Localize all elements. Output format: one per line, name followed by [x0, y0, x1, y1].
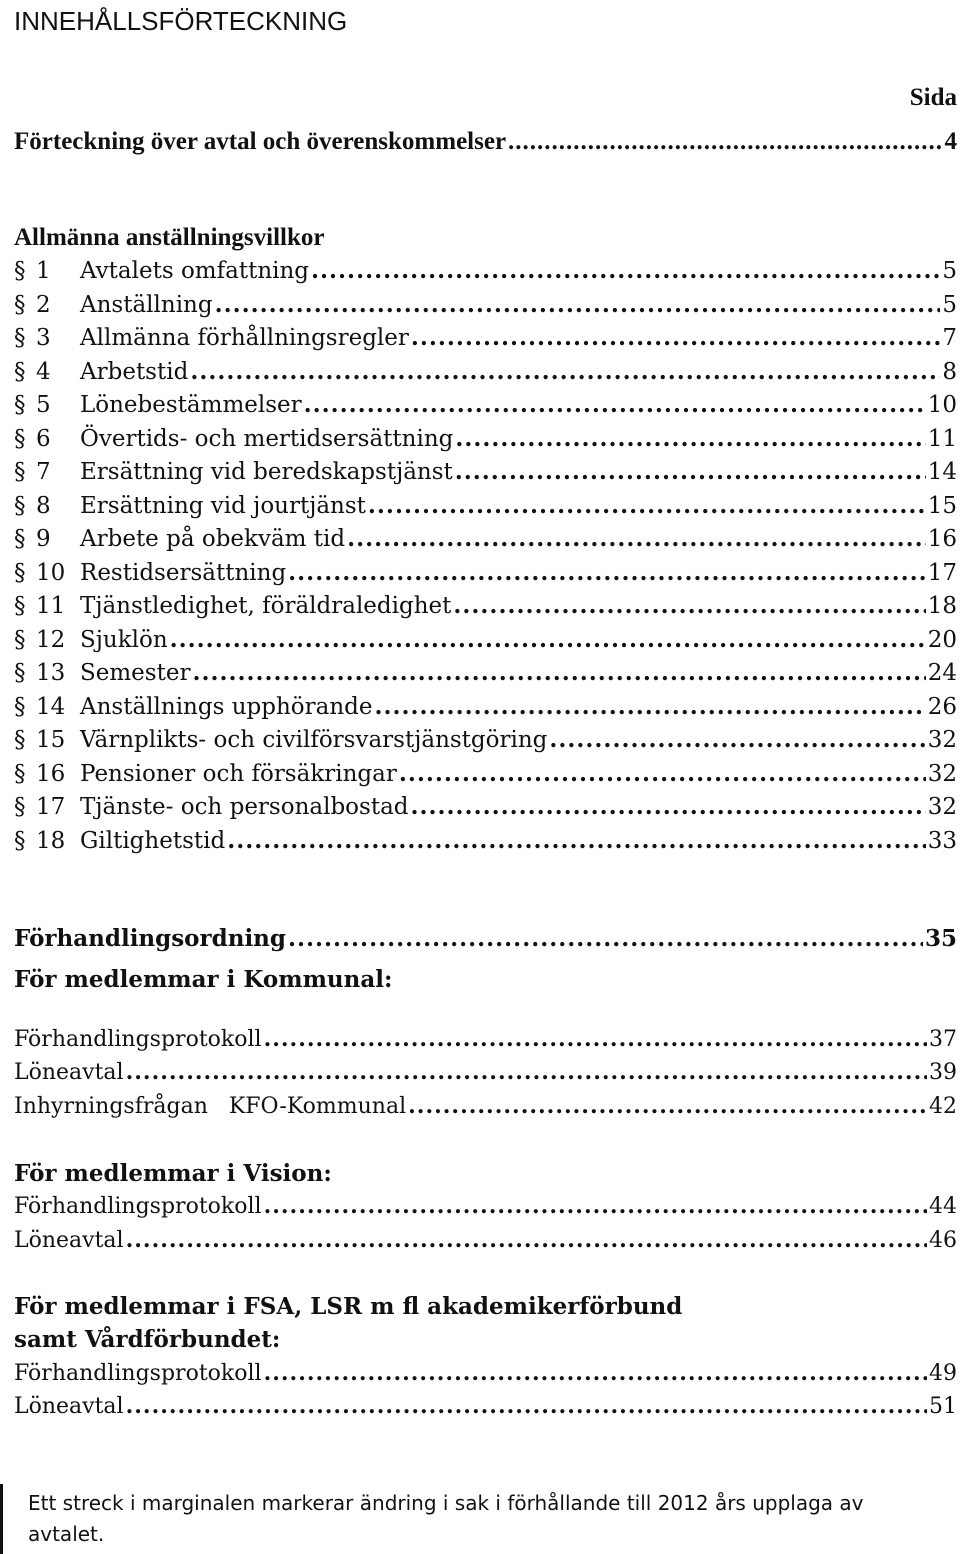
- leader-dots: [126, 1059, 927, 1085]
- toc-entry-vision-protocol[interactable]: [14, 1193, 957, 1223]
- section-page: 14: [927, 459, 957, 485]
- leader-dots: [549, 726, 925, 753]
- leader-dots: [311, 257, 940, 284]
- paragraph-symbol: §: [14, 325, 26, 351]
- paragraph-symbol: §: [14, 794, 26, 820]
- leader-dots: [126, 1227, 927, 1253]
- section-page: 20: [927, 626, 957, 653]
- toc-section-14[interactable]: [14, 693, 957, 723]
- toc-section-1[interactable]: [14, 257, 957, 287]
- section-page: 32: [927, 794, 957, 820]
- section-label: Pensioner och försäkringar: [80, 760, 397, 787]
- toc-entry-page: 4: [944, 128, 957, 155]
- toc-entry-kommunal-hiring[interactable]: [14, 1093, 957, 1123]
- group-heading-vision: För medlemmar i Vision:: [14, 1160, 332, 1187]
- paragraph-symbol: §: [14, 827, 26, 854]
- footnote: Ett streck i marginalen markerar ändring i sak i förhållande till 2012 års upplaga av avtalet.: [28, 1491, 864, 1546]
- group-heading-kommunal: För medlemmar i Kommunal:: [14, 966, 393, 993]
- section-number: 3: [36, 325, 51, 351]
- toc-section-6[interactable]: [14, 425, 957, 455]
- toc-section-17[interactable]: [14, 793, 957, 823]
- paragraph-symbol: §: [14, 358, 26, 385]
- section-page: 11: [927, 425, 957, 452]
- toc-entry-academics-protocol[interactable]: [14, 1360, 957, 1390]
- section-label: Tjänste- och personalbostad: [80, 794, 409, 820]
- leader-dots: [304, 391, 926, 418]
- section-number: 11: [36, 593, 66, 619]
- leader-dots: [368, 492, 926, 519]
- section-label: Giltighetstid: [80, 827, 226, 854]
- section-label: Allmänna förhållningsregler: [80, 325, 409, 351]
- section-label: Ersättning vid jourtjänst: [80, 492, 366, 519]
- paragraph-symbol: §: [14, 660, 26, 686]
- section-page: 17: [927, 559, 957, 586]
- leader-dots: [264, 1026, 927, 1052]
- section-number: 1: [36, 258, 51, 284]
- toc-entry-label: Löneavtal: [14, 1228, 124, 1253]
- leader-dots: [411, 324, 940, 351]
- toc-section-5[interactable]: [14, 391, 957, 421]
- page-title: INNEHÅLLSFÖRTECKNING: [14, 6, 348, 36]
- section-label: Tjänstledighet, föräldraledighet: [80, 593, 452, 619]
- toc-entry-label: Löneavtal: [14, 1060, 124, 1085]
- section-number: 16: [36, 760, 66, 787]
- section-number: 14: [36, 693, 66, 720]
- toc-entry-vision-wage[interactable]: [14, 1227, 957, 1257]
- toc-section-16[interactable]: [14, 760, 957, 790]
- toc-section-4[interactable]: [14, 358, 957, 388]
- paragraph-symbol: §: [14, 693, 26, 720]
- section-number: 5: [36, 392, 51, 418]
- section-number: 6: [36, 425, 51, 452]
- section-heading: Allmänna anställningsvillkor: [14, 224, 325, 251]
- toc-entry-page: 49: [929, 1361, 957, 1386]
- toc-entry-agreements[interactable]: [14, 128, 957, 158]
- toc-entry-label: Inhyrningsfrågan KFO-Kommunal: [14, 1094, 407, 1119]
- section-page: 16: [927, 526, 957, 552]
- section-page: 10: [927, 392, 957, 418]
- leader-dots: [227, 827, 926, 854]
- toc-entry-kommunal-wage[interactable]: [14, 1059, 957, 1089]
- leader-dots: [453, 592, 925, 619]
- toc-section-7[interactable]: [14, 458, 957, 488]
- section-label: Arbete på obekväm tid: [80, 526, 346, 552]
- section-number: 17: [36, 794, 66, 820]
- paragraph-symbol: §: [14, 459, 26, 485]
- leader-dots: [508, 128, 942, 156]
- section-label: Anställnings upphörande: [80, 693, 373, 720]
- leader-dots: [288, 559, 926, 586]
- section-page: 15: [927, 492, 957, 519]
- section-label: Lönebestämmelser: [80, 392, 302, 418]
- section-page: 18: [927, 593, 957, 619]
- leader-dots: [411, 793, 926, 820]
- toc-entry-label: Förhandlingsordning: [14, 925, 286, 952]
- toc-entry-label: Förteckning över avtal och överenskommelser: [14, 128, 507, 155]
- paragraph-symbol: §: [14, 291, 26, 318]
- toc-entry-label: Förhandlingsprotokoll: [14, 1194, 262, 1219]
- leader-dots: [288, 925, 923, 952]
- group-heading-academics-cont: samt Vårdförbundet:: [14, 1326, 281, 1353]
- section-page: 8: [942, 358, 957, 385]
- toc-section-2[interactable]: [14, 291, 957, 321]
- leader-dots: [347, 525, 926, 552]
- page-column-label: Sida: [909, 84, 957, 111]
- leader-dots: [192, 659, 925, 686]
- toc-entry-page: 44: [929, 1194, 957, 1219]
- toc-section-15[interactable]: [14, 726, 957, 756]
- section-label: Arbetstid: [80, 358, 189, 385]
- toc-section-9[interactable]: [14, 525, 957, 555]
- leader-dots: [264, 1193, 927, 1219]
- section-number: 13: [36, 660, 66, 686]
- section-label: Sjuklön: [80, 626, 168, 653]
- paragraph-symbol: §: [14, 392, 26, 418]
- section-label: Anställning: [80, 291, 213, 318]
- paragraph-symbol: §: [14, 425, 26, 452]
- toc-section-12[interactable]: [14, 626, 957, 656]
- section-page: 32: [927, 760, 957, 787]
- toc-entry-label: Förhandlingsprotokoll: [14, 1027, 262, 1052]
- paragraph-symbol: §: [14, 559, 26, 586]
- section-label: Övertids- och mertidsersättning: [80, 425, 454, 452]
- section-number: 18: [36, 827, 66, 854]
- group-heading-academics: För medlemmar i FSA, LSR m fl akademikerförbund: [14, 1293, 683, 1320]
- leader-dots: [455, 425, 925, 452]
- section-number: 12: [36, 626, 66, 653]
- section-page: 32: [927, 727, 957, 753]
- toc-entry-label: Löneavtal: [14, 1394, 124, 1419]
- leader-dots: [375, 693, 926, 720]
- leader-dots: [264, 1360, 927, 1386]
- toc-section-8[interactable]: [14, 492, 957, 522]
- section-page: 5: [942, 291, 957, 318]
- toc-section-11[interactable]: [14, 592, 957, 622]
- paragraph-symbol: §: [14, 760, 26, 787]
- leader-dots: [170, 626, 926, 653]
- leader-dots: [126, 1393, 927, 1419]
- toc-entry-page: 51: [929, 1394, 957, 1419]
- paragraph-symbol: §: [14, 526, 26, 552]
- section-label: Ersättning vid beredskapstjänst: [80, 459, 453, 485]
- leader-dots: [215, 291, 941, 318]
- section-page: 26: [927, 693, 957, 720]
- section-number: 7: [36, 459, 51, 485]
- section-page: 33: [927, 827, 957, 854]
- section-label: Semester: [80, 660, 191, 686]
- paragraph-symbol: §: [14, 492, 26, 519]
- section-label: Restidsersättning: [80, 559, 287, 586]
- leader-dots: [408, 1093, 927, 1119]
- toc-entry-academics-wage[interactable]: [14, 1393, 957, 1423]
- section-label: Värnplikts- och civilförsvarstjänstgöring: [80, 727, 548, 753]
- paragraph-symbol: §: [14, 593, 26, 619]
- paragraph-symbol: §: [14, 727, 26, 753]
- section-number: 2: [36, 291, 51, 318]
- leader-dots: [190, 358, 940, 385]
- section-number: 9: [36, 526, 51, 552]
- toc-section-13[interactable]: [14, 659, 957, 689]
- paragraph-symbol: §: [14, 626, 26, 653]
- toc-entry-page: 37: [929, 1027, 957, 1052]
- section-number: 10: [36, 559, 66, 586]
- toc-section-18[interactable]: [14, 827, 957, 857]
- toc-entry-page: 39: [929, 1060, 957, 1085]
- toc-section-10[interactable]: [14, 559, 957, 589]
- section-number: 15: [36, 727, 66, 753]
- section-page: 24: [927, 660, 957, 686]
- leader-dots: [399, 760, 926, 787]
- toc-entry-page: 35: [924, 925, 957, 952]
- toc-entry-page: 42: [929, 1094, 957, 1119]
- section-label: Avtalets omfattning: [80, 258, 310, 284]
- toc-entry-page: 46: [929, 1228, 957, 1253]
- paragraph-symbol: §: [14, 258, 26, 284]
- section-number: 4: [36, 358, 51, 385]
- toc-entry-negotiation[interactable]: [14, 925, 957, 955]
- toc-entry-label: Förhandlingsprotokoll: [14, 1361, 262, 1386]
- section-page: 5: [942, 258, 957, 284]
- section-number: 8: [36, 492, 51, 519]
- toc-section-3[interactable]: [14, 324, 957, 354]
- margin-change-bar: [0, 1484, 3, 1554]
- leader-dots: [455, 458, 926, 485]
- toc-entry-kommunal-protocol[interactable]: [14, 1026, 957, 1056]
- section-page: 7: [942, 325, 957, 351]
